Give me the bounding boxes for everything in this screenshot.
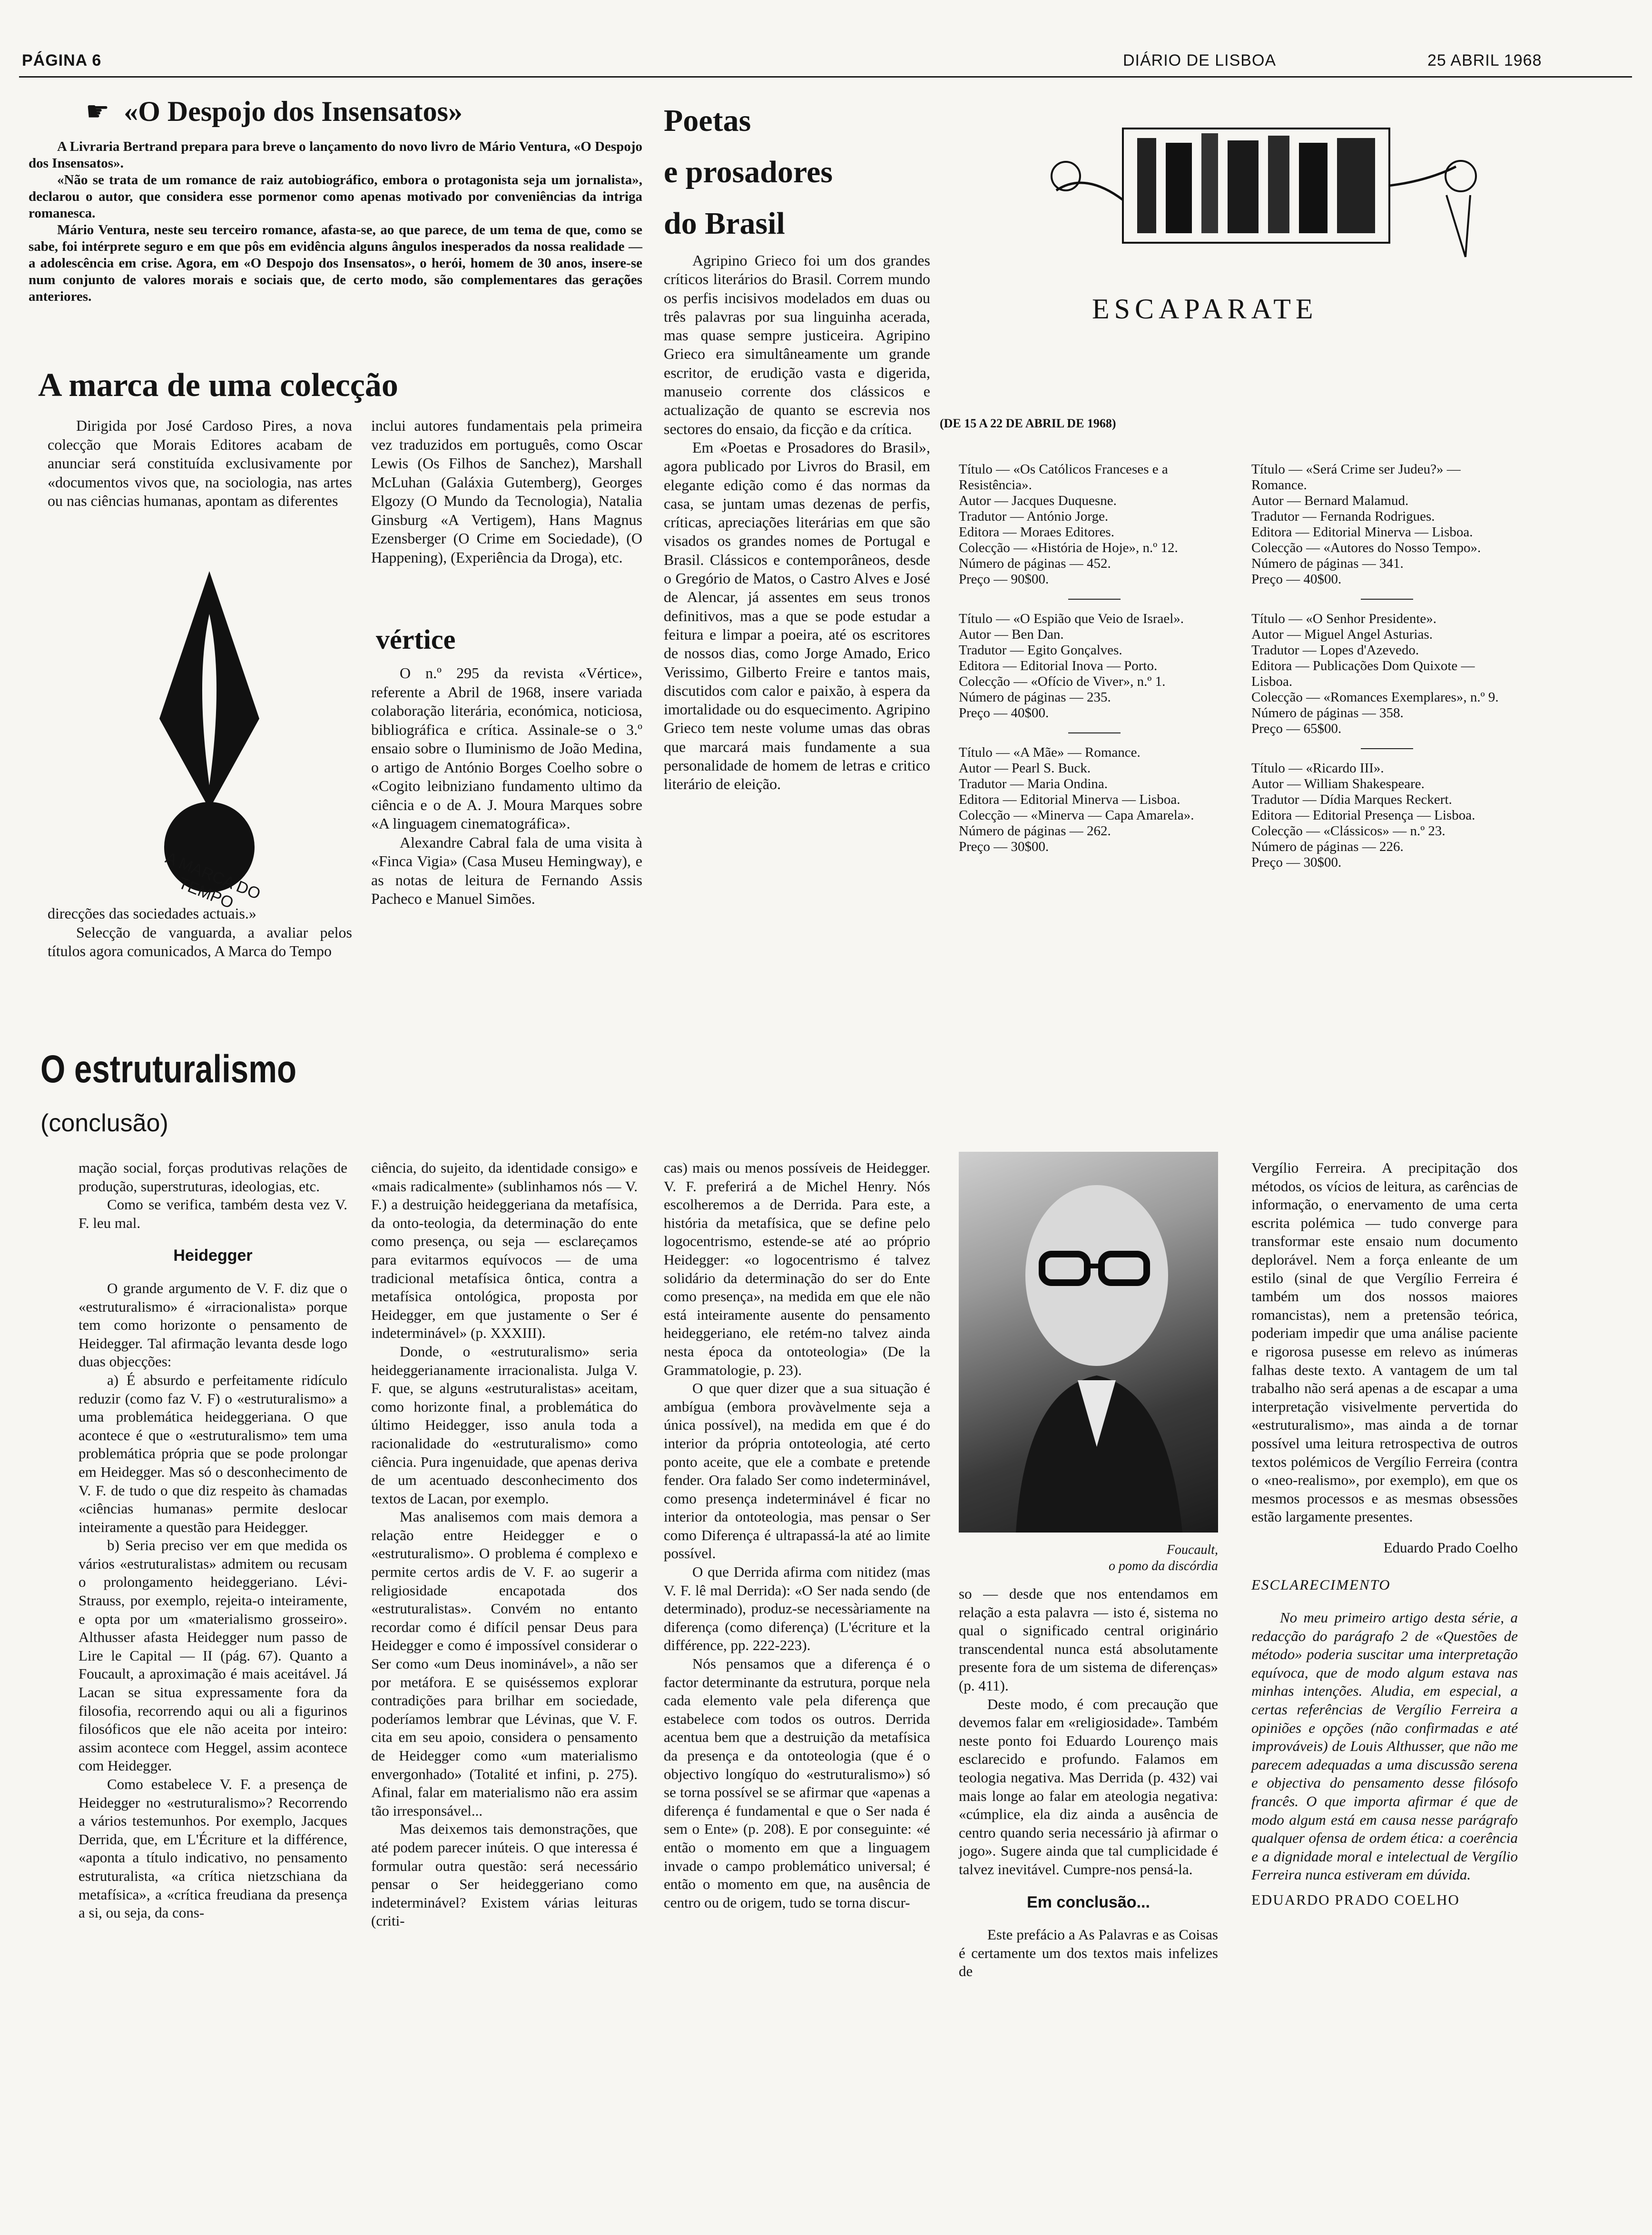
text-paragraph: cas) mais ou menos possíveis de Heidegger. V. F. preferirá a de Michel Henry. Nós escolheremos a de Derrida. Para este, a história da metafísica, que se define pelo logocentrismo, estende-se até ao próprio Heidegger: «o logocentrismo é talvez solidário da determinação do ser do Ente como presença», na medida em que ele não está inteiramente ausente do pensamento heideggeriano, ele retém-no talvez ainda nesta época da ontoteologia» (De la Grammatologie, p. 23).	[664, 1159, 930, 1378]
entry-separator	[1361, 748, 1413, 749]
book-field: Editora — Editorial Presença — Lisboa.	[1251, 808, 1475, 823]
text-paragraph: a) É absurdo e perfeitamente ridículo reduzir (como faz V. F) o «estruturalismo» a uma problemática heideggeriana. O que acontece é que o «estruturalismo» tem uma problemática própria que se pode prolongar em Heidegger. Mas só o desconhecimento de V. F. de tudo o que diz respeito às chamadas «ciências humanas» permite deslocar inteiramente a questão para Heidegger.	[79, 1371, 347, 1535]
book-field: Preço — 40$00.	[1251, 572, 1342, 587]
book-field: Título — «Os Católicos Franceses e a Resistência».	[959, 462, 1168, 493]
book-entry	[959, 611, 1230, 721]
entry-separator	[1068, 599, 1121, 600]
estruturalismo-col1	[79, 1159, 347, 1922]
newspaper-name: DIÁRIO DE LISBOA	[1123, 51, 1277, 69]
book-field: Autor — Jacques Duquesne.	[959, 493, 1117, 508]
poetas-body	[664, 251, 930, 794]
estruturalismo-col2	[371, 1159, 638, 1930]
text-paragraph: ciência, do sujeito, da identidade consigo» e «mais radicalmente» (sublinhamos nós — V. F.) a destruição heideggeriana da metafísica, da onto-teologia, da determinação do ente como presença, ou seja — esclareçamos para evitarmos equívocos — de uma tradicional metafísica ôntica, contra a metafísica ontológica, proposta por Heidegger, em que justamente o Ser é indeterminável» (p. XXXIII).	[371, 1159, 638, 1342]
book-field: Editora — Editorial Inova — Porto.	[959, 658, 1158, 673]
text-paragraph: No meu primeiro artigo desta série, a redacção do parágrafo 2 de «Questões de método» poderia suscitar uma interpretação equívoca, que de modo algum estava nas minhas intenções. Aludia, em especial, a certas referências de Vergílio Ferreira a opiniões e opções (não confirmadas e até improváveis) de Louis Althusser, que não me parecem adequadas a uma discussão serena e objectiva do pensamento desse filósofo francês. O que importa afirmar é que de modo algum está em causa nesse parágrafo qualquer ofensa de ordem ética: a coerência e a dignidade moral e intelectual de Vergílio Ferreira nunca estiveram em dúvida.	[1251, 1609, 1518, 1883]
entry-separator	[1361, 599, 1413, 600]
escaparate-dates: (DE 15 A 22 DE ABRIL DE 1968)	[940, 416, 1116, 430]
text-paragraph: Mas analisemos com mais demora a relação entre Heidegger e o «estruturalismo». O problema é complexo e permite certos ardis de V. F. ao sugerir a religiosidade encapotada dos «estruturalistas». Convém no entanto recordar como é difícil pensar Deus para Heidegger e como é impossível considerar o Ser como «um Deus inominável», a não ser por metáfora. E se quiséssemos explorar contradições para brilhar em sociedade, poderíamos lembrar que Lévinas, que V. F. cita em seu apoio, considera o pensamento de Heidegger como «um materialismo envergonhado» (Totalité et infini, p. 275). Afinal, falar em materialismo não era assim tão irresponsável...	[371, 1508, 638, 1819]
book-entry	[1251, 611, 1518, 737]
book-field: Editora — Publicações Dom Quixote — Lisboa.	[1251, 658, 1475, 689]
text-paragraph: Vergílio Ferreira. A precipitação dos métodos, os vícios de leitura, as carências de informação, o enervamento de uma certa escrita polémica — tudo converge para transformar este ensaio num documento deplorável. Nem a força enleante de um estilo (sinal de que Vergílio Ferreira é também um dos nossos maiores romancistas), nem a pretensão teórica, poderiam impedir que uma análise paciente e rigorosa pusesse em relevo as inúmeras falhas deste texto. A vantagem de um tal trabalho não será apenas a de escapar a uma interpretação visivelmente pervertida do «estruturalismo», mas ainda a de tornar possível uma leitura retrospectiva de outros textos polémicos de Vergílio Ferreira (contra o «neo-realismo», por exemplo), em que os mesmos processos e as mesmas obsessões estão largamente presentes.	[1251, 1159, 1518, 1525]
entry-separator	[1068, 732, 1121, 733]
book-field: Editora — Editorial Minerva — Lisboa.	[959, 792, 1180, 807]
author-signature: Eduardo Prado Coelho	[1383, 1539, 1518, 1556]
despojo-article	[29, 95, 642, 305]
photo-caption	[959, 1542, 1218, 1574]
book-field: Preço — 30$00.	[1251, 855, 1342, 870]
despojo-heading	[29, 95, 642, 128]
page-number: PÁGINA 6	[22, 51, 102, 69]
poetas-title-line: do Brasil	[664, 206, 785, 241]
text-paragraph: O que quer dizer que a sua situação é ambígua (embora provàvelmente seja a única possível), na medida em que é do interior da própria ontoteologia, até certo ponto aceite, que ele a combate e pretende fender. Ora falado Ser como indeterminável, como presença indeterminável é ficar no interior da ontoteologia, mas pensar o Ser como Diferença é ultrapassá-la até ao limite possível.	[664, 1380, 930, 1562]
vertice-paragraph: Alexandre Cabral fala de uma visita à «Finca Vigia» (Casa Museu Hemingway), e as notas de leitura de Fernando Assis Pacheco e Manuel Simões.	[371, 833, 642, 907]
text-paragraph: O grande argumento de V. F. diz que o «estruturalismo» é «irracionalista» porque tem como horizonte o pensamento de Heidegger. Tal afirmação levanta desde logo duas objecções:	[79, 1279, 347, 1370]
text-paragraph: Como se verifica, também desta vez V. F. leu mal.	[79, 1196, 347, 1231]
poetas-title	[664, 95, 833, 249]
estruturalismo-title: O estruturalismo	[40, 1048, 297, 1091]
masthead-rule	[19, 76, 1632, 78]
text-paragraph: so — desde que nos entendamos em relação a esta palavra — isto é, sistema no qual o significado central originário transcendental nunca está absolutamente presente fora de um sistema de diferenças» (p. 411).	[959, 1585, 1218, 1694]
book-field: Tradutor — Egito Gonçalves.	[959, 643, 1122, 658]
despojo-title: «O Despojo dos Insensatos»	[124, 96, 462, 127]
estruturalismo-col5	[1251, 1159, 1518, 1909]
text-paragraph: Como estabelece V. F. a presença de Heidegger no «estruturalismo»? Recorrendo a vários testemunhos. Por exemplo, Jacques Derrida, que, em L'Écriture et la différence, «aponta a título indicativo, no pensamento estruturalista, «a crítica nietzschiana da metafísica», a «crítica freudiana da presença a si, ou seja, da cons-	[79, 1776, 347, 1921]
book-field: Autor — Bernard Malamud.	[1251, 493, 1409, 508]
poetas-title-line: Poetas	[664, 103, 751, 138]
book-field: Colecção — «História de Hoje», n.º 12.	[959, 540, 1178, 555]
vertice-body	[371, 664, 642, 909]
book-field: Preço — 40$00.	[959, 705, 1049, 721]
text-paragraph: Mas deixemos tais demonstrações, que até podem parecer inúteis. O que interessa é formular outra questão: será necessário pensar o Ser heideggeriano como indeterminável? Existem várias leituras (criti-	[371, 1820, 638, 1929]
book-field: Autor — Miguel Angel Asturias.	[1251, 627, 1433, 642]
book-field: Tradutor — Fernanda Rodrigues.	[1251, 509, 1435, 524]
book-field: Tradutor — Maria Ondina.	[959, 776, 1108, 791]
marca-directions: direcções das sociedades actuais.»	[48, 905, 256, 922]
book-entry	[1251, 761, 1518, 870]
vertice-title: vértice	[376, 624, 456, 655]
text-paragraph: O que Derrida afirma com nitidez (mas V. F. lê mal Derrida): «O Ser nada sendo (de determinado), produz-se necessàriamente na diferença (como diferença) (L'écriture et la différence, pp. 222-223).	[664, 1563, 930, 1654]
book-field: Autor — Ben Dan.	[959, 627, 1064, 642]
marca-authors: inclui autores fundamentais pela primeira vez traduzidos em português, como Oscar Lewis (Os Filhos de Sanchez), Marshall McLuhan (Galáxia Gutemberg), Georges Elgozy (O Mundo da Tecnologia), Natalia Ginsburg «A Vertigem), Hans Magnus Ezensberger (O Crime em Sociedade), (O Happening), (Experiência da Droga), etc.	[371, 417, 642, 566]
escaparate-left-column	[959, 462, 1230, 855]
book-field: Título — «O Senhor Presidente».	[1251, 611, 1437, 626]
text-paragraph: Nós pensamos que a diferença é o factor determinante da estrutura, porque nela cada elemento vale pela diferença que estabelece com todos os outros. Derrida acentua bem que a destruição da metafísica da presença e da ontoteologia (que é o objectivo longíquo do «estruturalismo») só se torna possível se se afirmar que «apenas a diferença é fundamental e que o Ser nada é sem o Ente» (p. 208). E por conseguinte: «é então o momento em que a linguagem invade o campo problemático universal; é então o momento em que, na ausência de centro ou de origem, tudo se torna discur-	[664, 1655, 930, 1911]
author-signature-caps: EDUARDO PRADO COELHO	[1251, 1891, 1460, 1908]
escaparate-illustration	[1037, 114, 1494, 267]
book-field: Preço — 30$00.	[959, 839, 1049, 854]
book-field: Colecção — «Ofício de Viver», n.º 1.	[959, 674, 1166, 689]
book-field: Número de páginas — 235.	[959, 690, 1111, 705]
book-field: Autor — Pearl S. Buck.	[959, 761, 1091, 776]
marca-vanguard: Selecção de vanguarda, a avaliar pelos títulos agora comunicados, A Marca do Tempo	[48, 923, 352, 959]
marca-col1	[48, 416, 352, 511]
book-field: Colecção — «Romances Exemplares», n.º 9.	[1251, 690, 1499, 705]
book-field: Título — «Será Crime ser Judeu?» — Romance.	[1251, 462, 1461, 493]
book-field: Número de páginas — 358.	[1251, 705, 1404, 721]
section-heading-conclusao: Em conclusão...	[1027, 1893, 1150, 1911]
book-field: Número de páginas — 226.	[1251, 839, 1404, 854]
caption-line: o pomo da discórdia	[1109, 1559, 1218, 1573]
estruturalismo-subtitle: (conclusão)	[40, 1109, 168, 1137]
escaparate-right-column	[1251, 462, 1518, 870]
issue-date: 25 ABRIL 1968	[1427, 51, 1542, 69]
book-field: Tradutor — António Jorge.	[959, 509, 1109, 524]
book-field: Título — «O Espião que Veio de Israel».	[959, 611, 1184, 626]
text-paragraph: Deste modo, é com precaução que devemos falar em «religiosidade». Também neste ponto foi Eduardo Lourenço mais esclarecido e profundo. Falamos em teologia negativa. Mas Derrida (p. 432) vai mais longe ao falar em ateologia negativa: «cúmplice, ela diz ainda a ausência de centro quando seria necessário jà afirmar o jogo». Sugere ainda que tal cumplicidade é talvez inevitável. Cumpre-nos pensá-la.	[959, 1695, 1218, 1878]
estruturalismo-col3	[664, 1159, 930, 1912]
vertice-paragraph: O n.º 295 da revista «Vértice», referente a Abril de 1968, insere variada colaboração literária, económica, noticiosa, bibliográfica e crítica. Assinale-se o 3.º ensaio sobre o Iluminismo de João Medina, o artigo de António Borges Coelho sobre o «Cogito leibniziano fundamento ultimo da ciência e o de A. J. Moura Marques sobre «A linguagem cinematográfica».	[371, 664, 642, 832]
book-field: Colecção — «Autores do Nosso Tempo».	[1251, 540, 1481, 555]
marca-title: A marca de uma colecção	[38, 367, 398, 404]
estruturalismo-col4	[959, 1585, 1218, 1981]
book-field: Preço — 90$00.	[959, 572, 1049, 587]
poetas-paragraph: Em «Poetas e Prosadores do Brasil», agora publicado por Livros do Brasil, em elegante edição como é das normas da casa, se juntam umas dezenas de perfis, críticas, apreciações literárias em que são visados os grandes nomes de Portugal e Brasil. Clássicos e contemporâneos, desde o Gregório de Matos, o Castro Alves e José de Alencar, já assentes em seus tronos definitivos, mas a que se pode estudar a feitura e limpar a poeira, até os escritores de nossos dias, como Jorge Amado, Erico Verissimo, Gilberto Freire e tantos mais, discutidos com calor e paixão, à espera da imortalidade ou do esquecimento. Agripino Grieco tem neste volume umas das obras que marcará mais fundamente a sua personalidade de homem de letras e critico literário de eleição.	[664, 438, 930, 793]
portrait-icon	[959, 1152, 1218, 1533]
book-field: Preço — 65$00.	[1251, 721, 1342, 736]
marca-do-tempo-logo	[114, 562, 305, 912]
bookshelf-illustration-icon	[1037, 114, 1494, 267]
marca-col1-end	[48, 904, 352, 961]
caption-line: Foucault,	[1166, 1543, 1218, 1557]
section-heading-esclarecimento: ESCLARECIMENTO	[1251, 1576, 1391, 1593]
book-field: Editora — Moraes Editores.	[959, 524, 1114, 540]
text-paragraph: b) Seria preciso ver em que medida os vários «estruturalistas» admitem ou recusam o prolongamento heideggeriano. Lévi-Strauss, por exemplo, rejeita-o inteiramente, e opta por um «materialismo grosseiro». Althusser afasta Heidegger num passo de Lire le Capital — II (pág. 67). Quanto a Foucault, a aproximação é mais aceitável. Já Lacan se situa expressamente fora da filosofia, recorrendo aqui ou ali a figurinos filosóficos que ele não aceita por inteiro: assim acontece com Heggel, assim acontece com Heidegger.	[79, 1537, 347, 1774]
escaparate-banner: ESCAPARATE	[1092, 293, 1318, 325]
book-field: Número de páginas — 341.	[1251, 556, 1404, 571]
marca-col2	[371, 416, 642, 567]
book-entry	[959, 745, 1230, 855]
despojo-body	[29, 138, 642, 305]
text-paragraph: Donde, o «estruturalismo» seria heideggerianamente irracionalista. Julga V. F. que, se alguns «estruturalistas» aceitam, como horizonte final, a problemática do último Heidegger, isso anula toda a racionalidade do «estruturalismo» como ciência. Pura ingenuidade, que apenas deriva de um acentuado desconhecimento dos textos de Lacan, por exemplo.	[371, 1343, 638, 1507]
section-heading-heidegger: Heidegger	[173, 1246, 253, 1265]
book-field: Tradutor — Lopes d'Azevedo.	[1251, 643, 1419, 658]
despojo-paragraph: Mário Ventura, neste seu terceiro romance, afasta-se, ao que parece, de um tema de que, como se sabe, foi intérprete seguro e em que pôs em evidência alguns ângulos inesperados da nossa realidade — a adolescência em crise. Agora, em «O Despojo dos Insensatos», o herói, homem de 30 anos, insere-se num conjunto de valores morais e sociais que, de certo modo, são complementares das gerações anteriores.	[29, 222, 642, 304]
book-field: Colecção — «Clássicos» — n.º 23.	[1251, 823, 1446, 839]
book-field: Título — «Ricardo III».	[1251, 761, 1384, 776]
text-paragraph: Este prefácio a As Palavras e as Coisas é certamente um dos textos mais infelizes de	[959, 1926, 1218, 1980]
despojo-paragraph: A Livraria Bertrand prepara para breve o lançamento do novo livro de Mário Ventura, «O Despojo dos Insensatos».	[29, 139, 642, 171]
poetas-title-line: e prosadores	[664, 155, 833, 189]
pointing-hand-icon: ☛	[86, 97, 110, 127]
text-paragraph: mação social, forças produtivas relações de produção, superstruturas, ideologias, etc.	[79, 1159, 347, 1195]
book-field: Colecção — «Minerva — Capa Amarela».	[959, 808, 1194, 823]
book-entry	[1251, 462, 1518, 587]
book-field: Título — «A Mãe» — Romance.	[959, 745, 1141, 760]
marca-logo-label: A MARCA DO TEMPO	[163, 849, 263, 912]
marca-intro: Dirigida por José Cardoso Pires, a nova colecção que Morais Editores acabam de anunciar será constituída exclusivamente por «documentos vivos que, na sociologia, nas artes ou nas ciências humanas, apontam as diferentes	[48, 417, 352, 509]
book-field: Tradutor — Dídia Marques Reckert.	[1251, 792, 1452, 807]
poetas-paragraph: Agripino Grieco foi um dos grandes críticos literários do Brasil. Correm mundo os perfis incisivos modelados em duas ou três palavras por sua linguinha acerada, mas quase sempre justiceira. Agripino Grieco era simultâneamente um grande escritor, de erudição vasta e digerida, manuseio corrente dos clássicos e actualização de quanto se escrevia nos sectores do ensaio, da ficção e da crítica.	[664, 252, 930, 437]
book-field: Número de páginas — 452.	[959, 556, 1111, 571]
book-entry	[959, 462, 1230, 587]
exclamation-logo-icon	[114, 562, 305, 904]
book-field: Autor — William Shakespeare.	[1251, 776, 1425, 791]
despojo-paragraph: «Não se trata de um romance de raiz autobiográfico, embora o protagonista seja um jornalista», declarou o autor, que considera esse pormenor como apenas motivado por conveniências da intriga romanesca.	[29, 172, 642, 221]
foucault-photo	[959, 1152, 1218, 1533]
book-field: Editora — Editorial Minerva — Lisboa.	[1251, 524, 1473, 540]
book-field: Número de páginas — 262.	[959, 823, 1111, 839]
